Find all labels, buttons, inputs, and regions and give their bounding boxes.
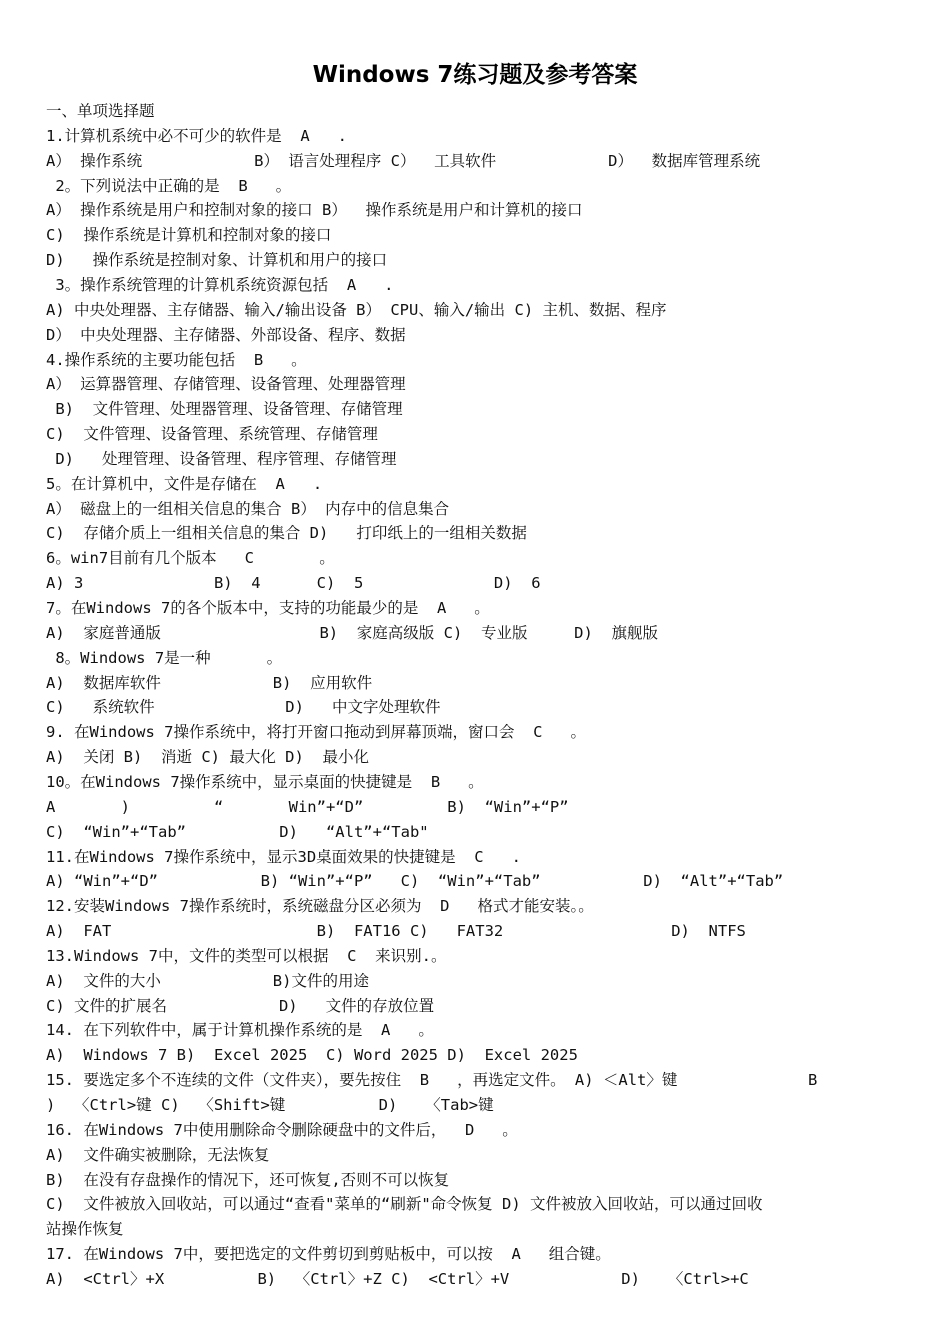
text-line: 10。在Windows 7操作系统中，显示桌面的快捷键是 B 。 [46,772,484,791]
text-line: C) “Win”+“Tab” D) “Alt”+“Tab" [46,822,429,841]
text-line: A) <Ctrl〉+X B) 〈Ctrl〉+Z C) <Ctrl〉+V D) 〈Ctrl>+C [46,1269,749,1288]
text-line: 15. 要选定多个不连续的文件（文件夹），要先按住 B ，再选定文件。 A) ＜Alt〉键 B [46,1071,818,1090]
text-line: 16. 在Windows 7中使用删除命令删除硬盘中的文件后， D 。 [46,1120,518,1139]
text-line: A) 家庭普通版 B) 家庭高级版 C) 专业版 D) 旗舰版 [46,623,658,642]
text-line: A) 关闭 B) 消逝 C) 最大化 D) 最小化 [46,748,369,767]
text-line: 2。下列说法中正确的是 B 。 [46,176,292,195]
text-line: 11.在Windows 7操作系统中，显示3D桌面效果的快捷键是 C . [46,847,521,866]
text-line: 6。win7目前有几个版本 C 。 [46,549,335,568]
text-line: A) 文件的大小 B)文件的用途 [46,971,369,990]
text-line: C) 操作系统是计算机和控制对象的接口 [46,226,332,245]
text-line: D) 操作系统是控制对象、计算机和用户的接口 [46,251,388,270]
text-line: B) 文件管理、处理器管理、设备管理、存储管理 [46,400,403,419]
text-line: C) 存储介质上一组相关信息的集合 D) 打印纸上的一组相关数据 [46,524,527,543]
text-line: A) 数据库软件 B) 应用软件 [46,673,373,692]
text-line: 站操作恢复 [46,1220,124,1239]
text-line: 14. 在下列软件中，属于计算机操作系统的是 A 。 [46,1021,434,1040]
text-line: 12.安装Windows 7操作系统时，系统磁盘分区必须为 D 格式才能安装。。 [46,897,594,916]
document-title: Windows 7练习题及参考答案 [312,62,638,88]
text-line: A ) “ Win”+“D” B) “Win”+“P” [46,797,569,816]
text-line: 9. 在Windows 7操作系统中，将打开窗口拖动到屏幕顶端，窗口会 C 。 [46,723,586,742]
text-line: D) 处理管理、设备管理、程序管理、存储管理 [46,449,397,468]
text-line: C) 文件的扩展名 D) 文件的存放位置 [46,996,435,1015]
text-line: A) 文件确实被删除，无法恢复 [46,1145,270,1164]
text-line: C) 文件被放入回收站，可以通过“查看"菜单的“刷新"命令恢复 D) 文件被放入回收站，可以通过回收 [46,1195,763,1214]
text-line: 1.计算机系统中必不可少的软件是 A . [46,126,347,145]
text-line: 8。Windows 7是一种 。 [46,648,283,667]
text-line: C) 文件管理、设备管理、系统管理、存储管理 [46,425,378,444]
text-line: D） 中央处理器、主存储器、外部设备、程序、数据 [46,325,406,344]
text-line: A） 运算器管理、存储管理、设备管理、处理器管理 [46,375,406,394]
text-line: A） 磁盘上的一组相关信息的集合 B） 内存中的信息集合 [46,499,450,518]
text-line: A） 操作系统是用户和控制对象的接口 B） 操作系统是用户和计算机的接口 [46,201,583,220]
text-line: 5。在计算机中，文件是存储在 A . [46,474,323,493]
text-line: C) 系统软件 D) 中文字处理软件 [46,698,441,717]
text-line: A) FAT B) FAT16 C) FAT32 D) NTFS [46,922,746,941]
text-line: 7。在Windows 7的各个版本中，支持的功能最少的是 A 。 [46,599,490,617]
text-line: 17. 在Windows 7中，要把选定的文件剪切到剪贴板中，可以按 A 组合键。 [46,1245,611,1264]
text-line: A) 3 B) 4 C) 5 D) 6 [46,574,541,593]
text-line: ) 〈Ctrl>键 C) 〈Shift>键 D) 〈Tab>键 [46,1096,494,1114]
text-line: B) 在没有存盘操作的情况下，还可恢复,否则不可以恢复 [46,1170,450,1189]
text-line: 3。操作系统管理的计算机系统资源包括 A . [46,275,394,294]
text-line: A） 操作系统 B） 语言处理程序 C） 工具软件 D） 数据库管理系统 [46,151,761,170]
text-line: A) Windows 7 B) Excel 2025 C) Word 2025 D) Excel 2025 [46,1046,578,1065]
text-line: A) 中央处理器、主存储器、输入/输出设备 B） CPU、输入/输出 C) 主机、数据、程序 [46,300,667,319]
text-line: A) “Win”+“D” B) “Win”+“P” C) “Win”+“Tab” D) “Alt”+“Tab” [46,872,784,891]
text-line: 一、单项选择题 [46,102,155,120]
text-line: 4.操作系统的主要功能包括 B 。 [46,350,307,369]
text-line: 13.Windows 7中，文件的类型可以根据 C 来识别.。 [46,946,447,965]
